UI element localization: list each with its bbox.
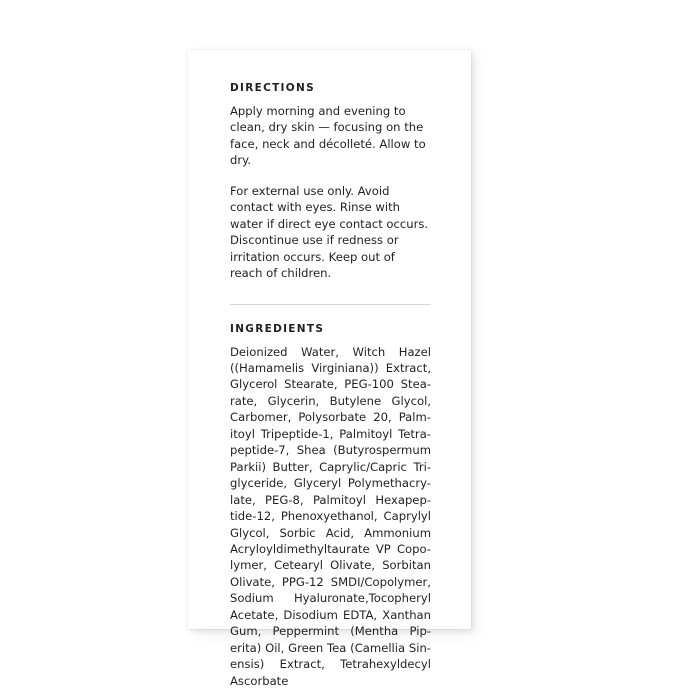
- directions-paragraph-warning: For external use only. Avoid contact with eyes. Rinse with water if direct eye contact occurs. Discontinue use if redness or irritation occurs. Keep out of reach of children.: [230, 183, 429, 281]
- directions-paragraph-usage: Apply morning and evening to clean, dry skin — focusing on the face, neck and décolleté. Allow to dry.: [230, 104, 426, 168]
- label-card: [188, 50, 471, 688]
- ingredients-heading: INGREDIENTS: [230, 322, 325, 335]
- ingredients-list: Deionized Water, Witch Hazel ((Hamamelis Virginiana)) Extract, Glycerol Stearate, PEG-100 Stea-rate, Glycerin, Butylene Glycol, Carbomer, Polysorbate 20, Palm-itoyl Tripeptide-1, Palmitoyl Tetra-peptide-7, Shea (Butyrospermum Parkii) Butter, Caprylic/Capric Tri-glyceride, Glyceryl Polymethacry-late, PEG-8, Palmitoyl Hexapep-tide-12, Phenoxyethanol, Caprylyl Glycol, Sorbic Acid, Ammonium Acryloyldimethyltaurate VP Copo-lymer, Cetearyl Olivate, Sorbitan Olivate, PPG-12 SMDI/Copolymer, Sodium Hyaluronate,Tocopheryl Acetate, Disodium EDTA, Xanthan Gum, Peppermint (Mentha Pip-erita) Oil, Green Tea (Camellia Sin-ensis) Extract, Tetrahexyldecyl Ascorbate: [230, 344, 431, 688]
- section-divider: [230, 304, 431, 305]
- directions-heading: DIRECTIONS: [230, 82, 315, 94]
